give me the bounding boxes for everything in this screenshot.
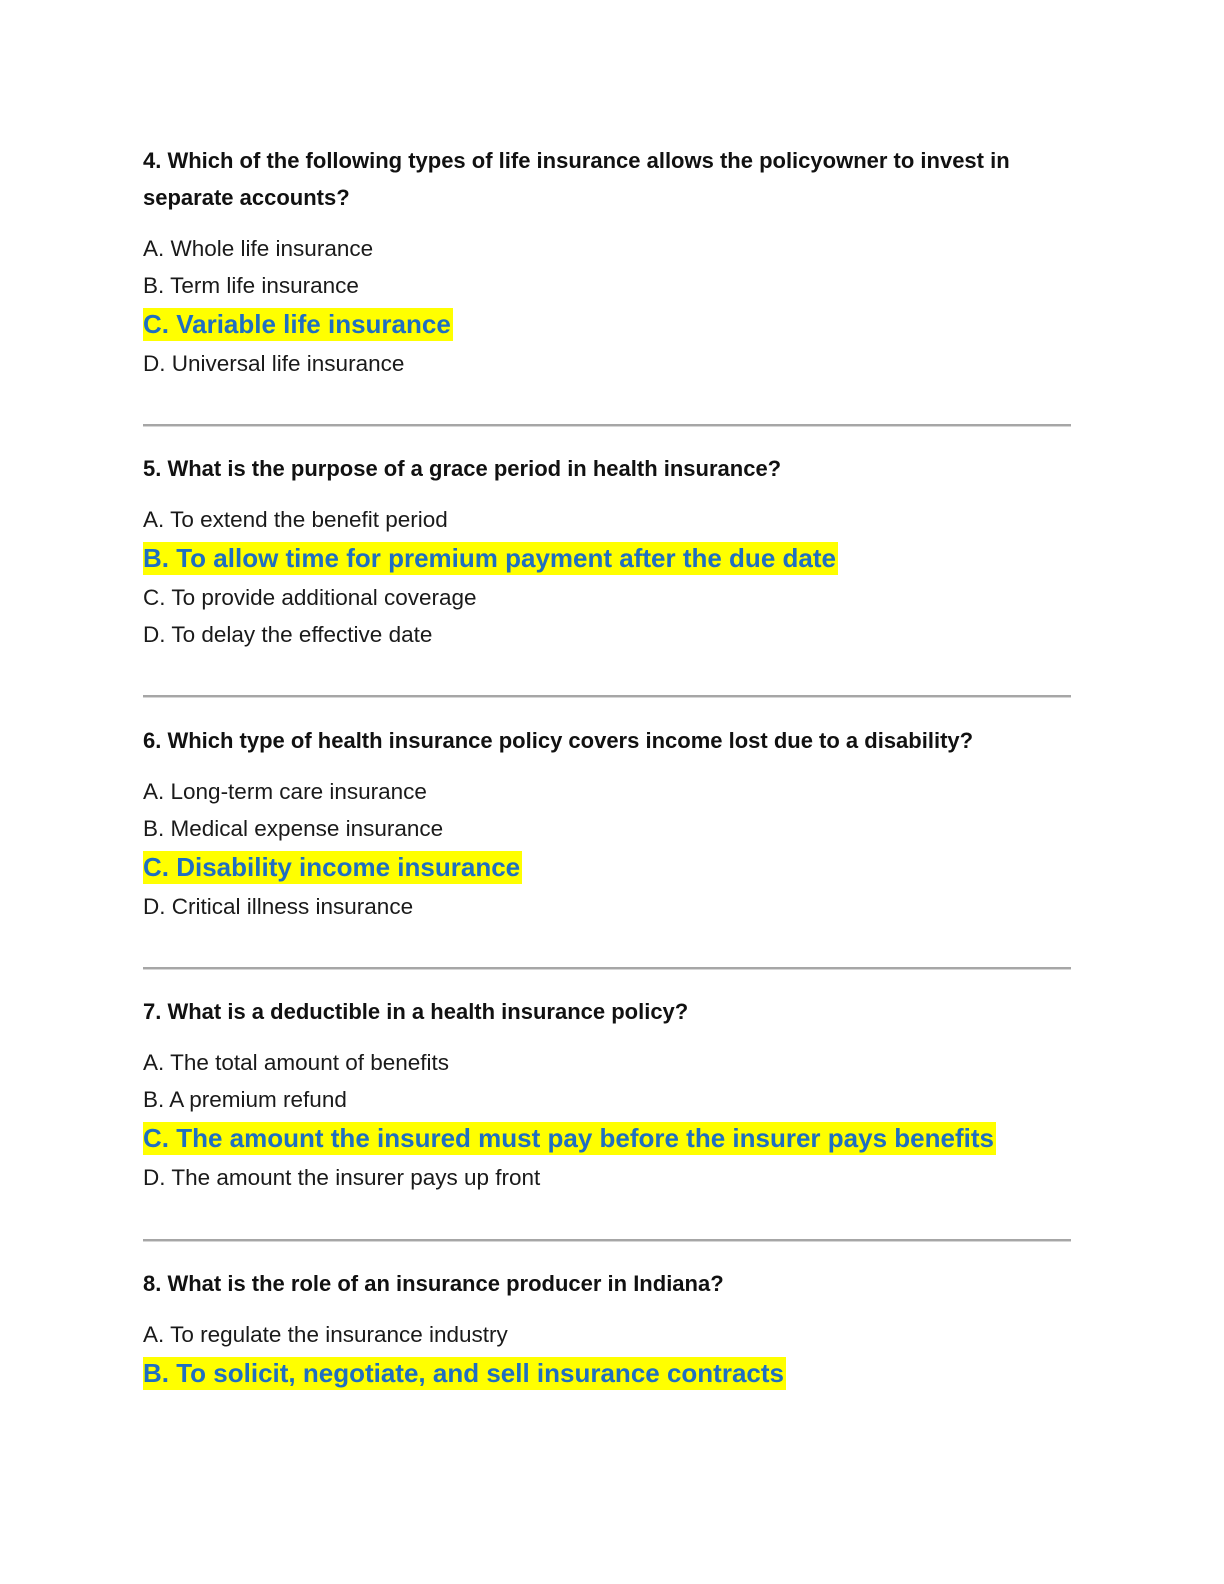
question-text: 5. What is the purpose of a grace period in health insurance? — [143, 456, 782, 481]
question-4 — [143, 142, 1071, 382]
correct-answer-option: C. Variable life insurance — [143, 309, 451, 339]
answer-option: C. To provide additional coverage — [143, 585, 477, 610]
answer-option: D. The amount the insurer pays up front — [143, 1165, 541, 1190]
question-text: 7. What is a deductible in a health insurance policy? — [143, 999, 689, 1024]
answer-option: A. Whole life insurance — [143, 236, 374, 261]
answer-options — [143, 1044, 1071, 1196]
answer-option: D. Critical illness insurance — [143, 894, 414, 919]
answer-option: A. To regulate the insurance industry — [143, 1322, 508, 1347]
answer-options — [143, 230, 1071, 382]
section-divider — [143, 967, 1071, 970]
question-8 — [143, 1265, 1071, 1394]
question-text: 8. What is the role of an insurance producer in Indiana? — [143, 1271, 724, 1296]
answer-option: A. The total amount of benefits — [143, 1050, 450, 1075]
section-divider — [143, 424, 1071, 427]
answer-options — [143, 501, 1071, 653]
correct-answer-option: B. To solicit, negotiate, and sell insurance contracts — [143, 1358, 784, 1388]
answer-options — [143, 773, 1071, 925]
correct-answer-option: B. To allow time for premium payment after the due date — [143, 543, 836, 573]
question-text: 6. Which type of health insurance policy covers income lost due to a disability? — [143, 728, 974, 753]
question-text: 4. Which of the following types of life insurance allows the policyowner to invest in separate accounts? — [143, 148, 1010, 210]
section-divider — [143, 695, 1071, 698]
answer-option: D. To delay the effective date — [143, 622, 433, 647]
answer-option: B. Term life insurance — [143, 273, 359, 298]
answer-option: D. Universal life insurance — [143, 351, 405, 376]
question-6 — [143, 722, 1071, 925]
answer-option: A. Long-term care insurance — [143, 779, 427, 804]
answer-option: A. To extend the benefit period — [143, 507, 448, 532]
question-5 — [143, 450, 1071, 653]
answer-option: B. A premium refund — [143, 1087, 347, 1112]
answer-option: B. Medical expense insurance — [143, 816, 444, 841]
section-divider — [143, 1239, 1071, 1242]
correct-answer-option: C. The amount the insured must pay before the insurer pays benefits — [143, 1123, 994, 1153]
correct-answer-option: C. Disability income insurance — [143, 852, 521, 882]
question-7 — [143, 993, 1071, 1196]
answer-options — [143, 1316, 1071, 1394]
